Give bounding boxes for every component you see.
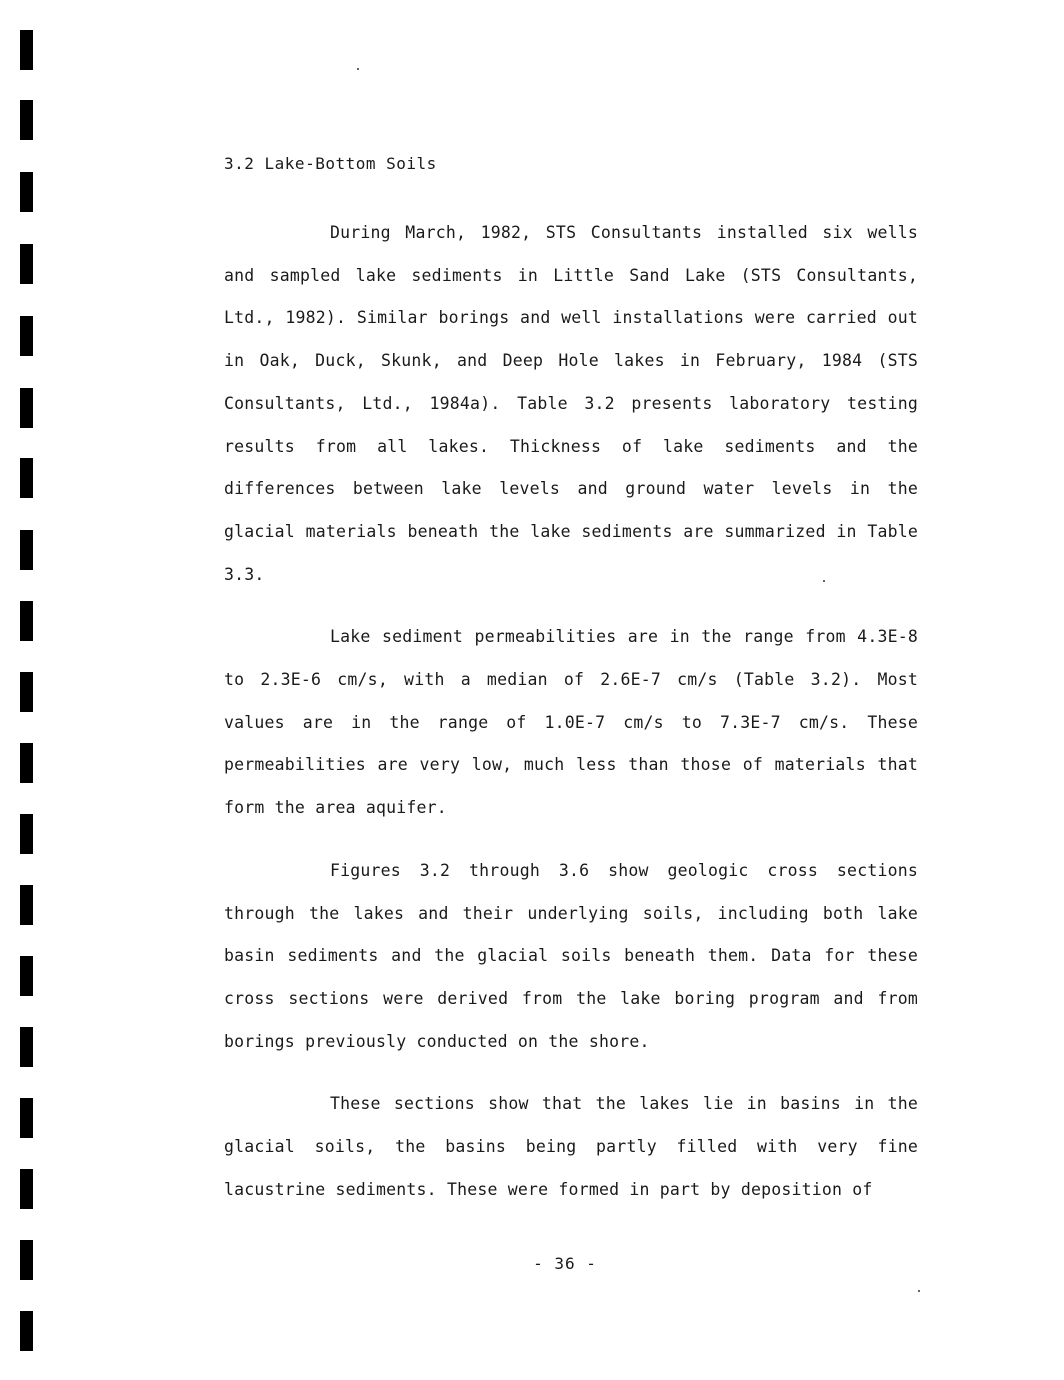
- paragraph: During March, 1982, STS Consultants installed six wells and sampled lake sediments in Little Sand Lake (STS Consultants, Ltd., 1982). Similar borings and well installations were carried out in Oak, Duck, Skunk, and Deep Hole lakes in February, 1984 (STS Consultants, Ltd., 1984a). Table 3.2 presents laboratory testing results from all lakes. Thickness of lake sediments and the differences between lake levels and ground water levels in the glacial materials beneath the lake sediments are summarized in Table 3.3.: [224, 223, 918, 584]
- binding-mark: [20, 244, 33, 284]
- binding-mark: [20, 885, 33, 925]
- binding-mark: [20, 530, 33, 570]
- section-heading: 3.2 Lake-Bottom Soils: [224, 154, 437, 173]
- paragraph: These sections show that the lakes lie in basins in the glacial soils, the basins being partly filled with very fine lacustrine sediments. These were formed in part by deposition of: [224, 1094, 918, 1199]
- binding-mark: [20, 388, 33, 428]
- binding-mark: [20, 1169, 33, 1209]
- binding-mark: [20, 601, 33, 641]
- document-body: [224, 148, 918, 1231]
- binding-mark: [20, 1311, 33, 1351]
- binding-mark: [20, 1027, 33, 1067]
- binding-marks: [20, 0, 34, 1380]
- binding-mark: [20, 172, 33, 212]
- scan-speck: [357, 68, 359, 70]
- scan-speck: [918, 1290, 920, 1292]
- binding-mark: [20, 100, 33, 140]
- paragraph: Lake sediment permeabilities are in the range from 4.3E-8 to 2.3E-6 cm/s, with a median of 2.6E-7 cm/s (Table 3.2). Most values are in the range of 1.0E-7 cm/s to 7.3E-7 cm/s. These permeabilities are very low, much less than those of materials that form the area aquifer.: [224, 627, 918, 818]
- binding-mark: [20, 814, 33, 854]
- binding-mark: [20, 458, 33, 498]
- binding-mark: [20, 956, 33, 996]
- binding-mark: [20, 316, 33, 356]
- page-number: - 36 -: [533, 1254, 597, 1273]
- paragraph: Figures 3.2 through 3.6 show geologic cross sections through the lakes and their underlying soils, including both lake basin sediments and the glacial soils beneath them. Data for these cross sections were derived from the lake boring program and from borings previously conducted on the shore.: [224, 860, 918, 1051]
- binding-mark: [20, 30, 33, 70]
- binding-mark: [20, 743, 33, 783]
- binding-mark: [20, 672, 33, 712]
- binding-mark: [20, 1098, 33, 1138]
